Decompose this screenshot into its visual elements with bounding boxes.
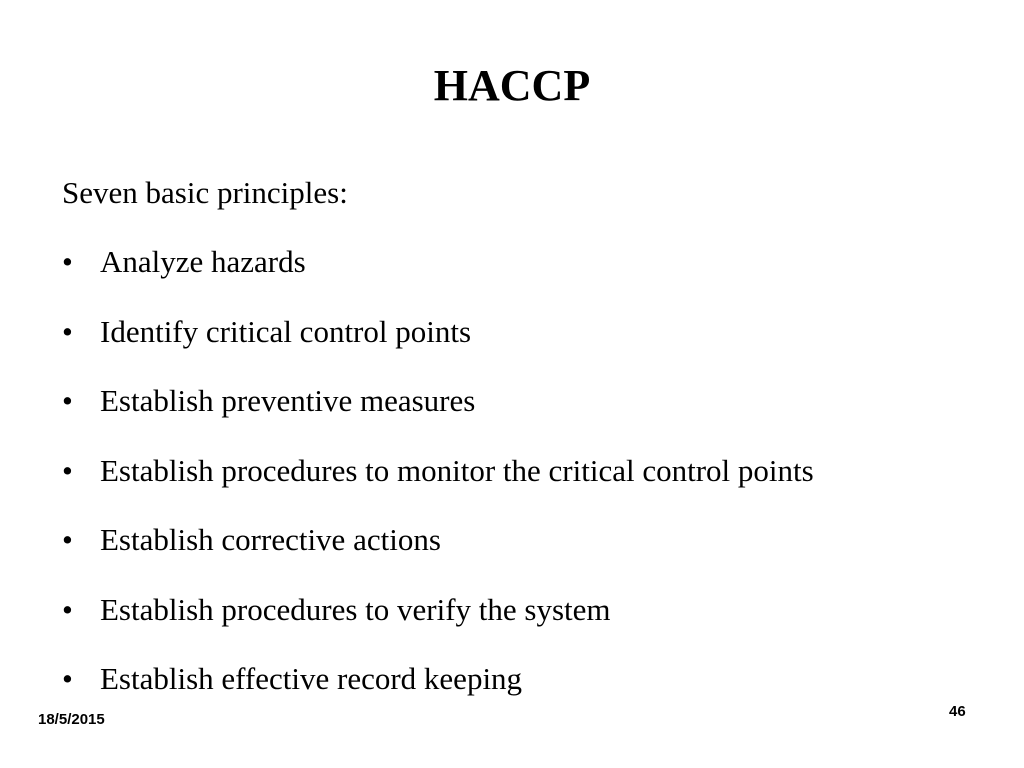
page-number: 46 (949, 703, 966, 720)
bullet-icon: • (62, 522, 73, 557)
footer-date: 18/5/2015 (38, 711, 105, 728)
list-item-text: Establish procedures to verify the system (100, 591, 611, 627)
list-item-text: Analyze hazards (100, 244, 306, 279)
bullet-icon: • (62, 383, 73, 418)
list-item-text: Identify critical control points (100, 313, 472, 349)
intro-text: Seven basic principles: (62, 175, 348, 210)
list-item-text: Establish effective record keeping (100, 661, 523, 696)
list-item-text: Establish procedures to monitor the critical control points (100, 452, 814, 488)
bullet-icon: • (62, 591, 73, 627)
slide-title: HACCP (433, 61, 591, 110)
bullet-icon: • (62, 244, 73, 279)
bullet-icon: • (62, 313, 73, 349)
bullet-icon: • (62, 661, 73, 696)
bullet-icon: • (62, 452, 73, 488)
list-item-text: Establish corrective actions (100, 522, 441, 557)
list-item-text: Establish preventive measures (100, 383, 476, 418)
